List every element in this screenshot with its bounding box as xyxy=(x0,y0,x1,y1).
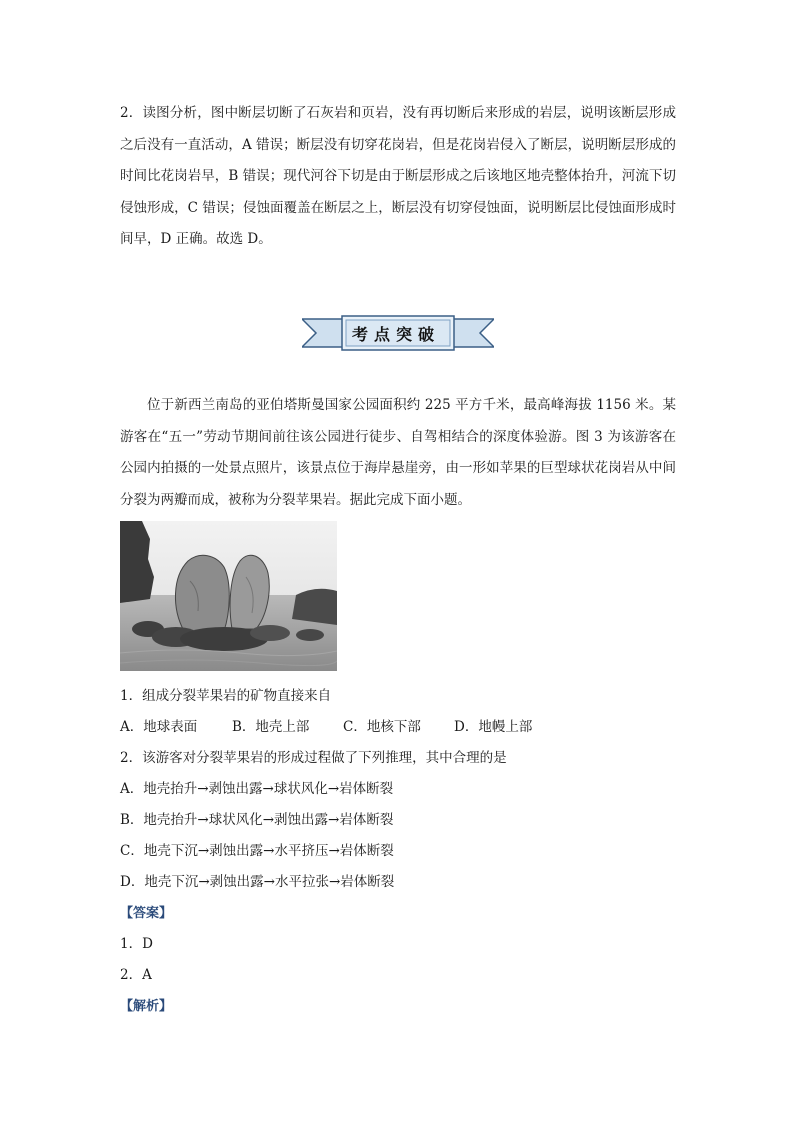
q1-option-d[interactable]: D．地幔上部 xyxy=(454,719,533,735)
q1-option-c[interactable]: C．地核下部 xyxy=(343,719,421,735)
q2-option-d[interactable]: D．地壳下沉→剥蚀出露→水平拉张→岩体断裂 xyxy=(120,874,395,890)
question-1-options xyxy=(120,717,600,737)
analysis-heading: 【解析】 xyxy=(120,999,173,1014)
q2-option-c[interactable]: C．地壳下沉→剥蚀出露→水平挤压→岩体断裂 xyxy=(120,843,394,859)
answer-heading: 【答案】 xyxy=(120,906,173,921)
question-2-stem: 2．该游客对分裂苹果岩的形成过程做了下列推理，其中合理的是 xyxy=(120,750,507,766)
answer-1: 1．D xyxy=(120,936,153,952)
section-banner-title: 考点突破 xyxy=(351,324,440,344)
split-apple-rock-photo xyxy=(120,521,337,671)
q1-option-a[interactable]: A．地球表面 xyxy=(120,719,198,735)
q2-option-b[interactable]: B．地壳抬升→球状风化→剥蚀出露→岩体断裂 xyxy=(120,812,394,828)
previous-explanation: 2．读图分析，图中断层切断了石灰岩和页岩，没有再切断后来形成的岩层，说明该断层形成之后没有一直活动，A 错误；断层没有切穿花岗岩，但是花岗岩侵入了断层，说明断层形成的时间比花岗岩早，B 错误；现代河谷下切是由于断层形成之后该地区地壳整体抬升，河流下切侵蚀形成，C 错误；侵蚀面覆盖在断层之上，断层没有切穿侵蚀面，说明断层比侵蚀面形成时间早，D 正确。故选 D。 xyxy=(120,105,676,247)
q1-option-b[interactable]: B．地壳上部 xyxy=(232,719,310,735)
answer-2: 2．A xyxy=(120,967,152,983)
q2-option-a[interactable]: A．地壳抬升→剥蚀出露→球状风化→岩体断裂 xyxy=(120,781,394,797)
question-1-stem: 1．组成分裂苹果岩的矿物直接来自 xyxy=(120,688,332,704)
reading-passage: 位于新西兰南岛的亚伯塔斯曼国家公园面积约 225 平方千米，最高峰海拔 1156 米。某游客在“五一”劳动节期间前往该公园进行徒步、自驾相结合的深度体验游。图 3 为该游客在公园内拍摄的一处景点照片，该景点位于海岸悬崖旁，由一形如苹果的巨型球状花岗岩从中间分裂为两瓣而成，被称为分裂苹果岩。据此完成下面小题。 xyxy=(120,397,676,508)
